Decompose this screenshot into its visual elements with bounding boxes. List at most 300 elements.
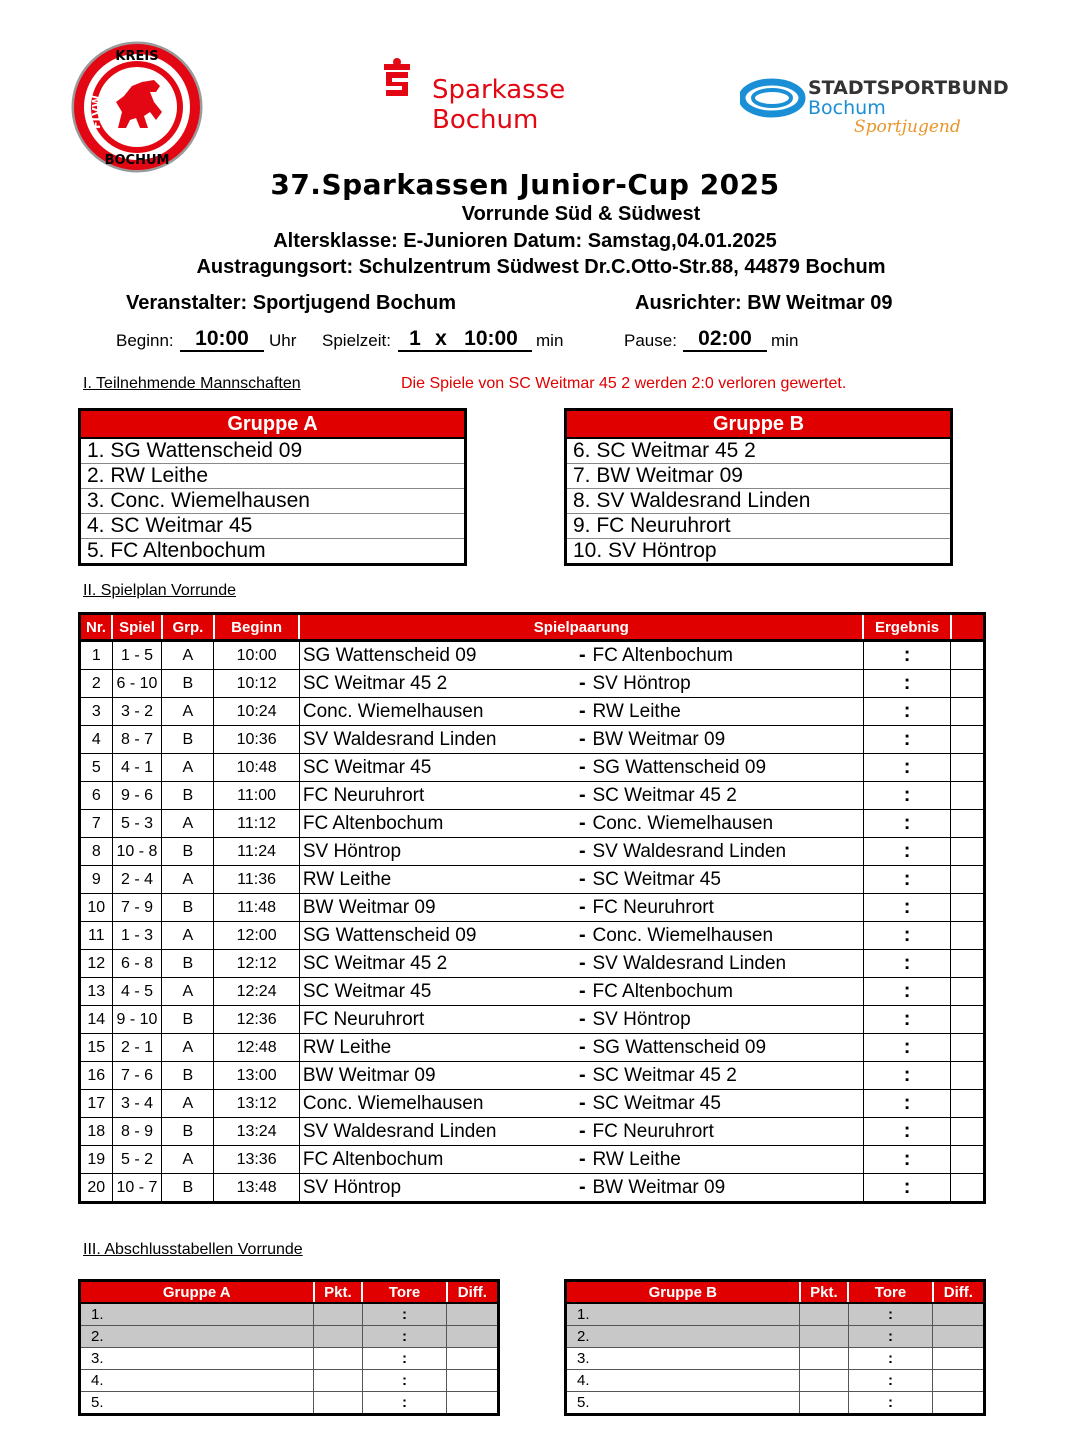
final-b-row — [566, 1392, 985, 1415]
match-group: B — [162, 782, 214, 810]
result-cell: : — [863, 1174, 951, 1203]
sparkasse-city: Bochum — [432, 105, 539, 135]
schedule-row — [80, 1146, 985, 1174]
home-team: SC Weitmar 45 — [299, 754, 575, 782]
match-group: B — [162, 1174, 214, 1203]
away-team: SV Höntrop — [589, 1006, 863, 1034]
versus-dash: - — [575, 782, 589, 810]
match-pairing-code: 8 - 9 — [112, 1118, 162, 1146]
points-cell — [314, 1303, 363, 1326]
points-cell — [314, 1370, 363, 1392]
home-team: FC Altenbochum — [299, 1146, 575, 1174]
schedule-header-row — [80, 614, 985, 641]
match-nr: 11 — [80, 922, 113, 950]
rank-cell: 3. — [566, 1348, 800, 1370]
match-pairing-code: 7 - 9 — [112, 894, 162, 922]
match-pairing-code: 8 - 7 — [112, 726, 162, 754]
match-nr: 16 — [80, 1062, 113, 1090]
diff-cell — [933, 1303, 985, 1326]
match-nr: 12 — [80, 950, 113, 978]
match-schedule-table — [78, 612, 986, 1204]
ssb-sportjugend: Sportjugend — [854, 117, 961, 137]
pause-value: 02:00 — [683, 328, 767, 352]
result-cell: : — [863, 810, 951, 838]
away-team: SV Waldesrand Linden — [589, 950, 863, 978]
result-extra-cell — [951, 1006, 985, 1034]
diff-cell — [933, 1326, 985, 1348]
match-group: B — [162, 1062, 214, 1090]
versus-dash: - — [575, 866, 589, 894]
home-team: SC Weitmar 45 — [299, 978, 575, 1006]
match-group: A — [162, 698, 214, 726]
schedule-row — [80, 838, 985, 866]
final-a-row — [80, 1370, 499, 1392]
goals-cell: : — [848, 1392, 932, 1415]
versus-dash: - — [575, 950, 589, 978]
away-team: BW Weitmar 09 — [589, 1174, 863, 1203]
result-cell: : — [863, 922, 951, 950]
match-time: 12:48 — [214, 1034, 300, 1062]
final-a-row — [80, 1392, 499, 1415]
match-group: B — [162, 950, 214, 978]
ssb-title: STADTSPORTBUND — [808, 77, 1009, 99]
match-nr: 14 — [80, 1006, 113, 1034]
schedule-row — [80, 1090, 985, 1118]
group-a-team: 4. SC Weitmar 45 — [81, 514, 464, 539]
match-pairing-code: 2 - 1 — [112, 1034, 162, 1062]
goals-cell: : — [848, 1303, 932, 1326]
playtime-count: 1 — [398, 328, 432, 352]
versus-dash: - — [575, 1118, 589, 1146]
result-extra-cell — [951, 866, 985, 894]
result-extra-cell — [951, 754, 985, 782]
match-nr: 19 — [80, 1146, 113, 1174]
home-team: SG Wattenscheid 09 — [299, 922, 575, 950]
schedule-row — [80, 754, 985, 782]
match-pairing-code: 1 - 5 — [112, 641, 162, 670]
result-cell: : — [863, 866, 951, 894]
match-pairing-code: 9 - 10 — [112, 1006, 162, 1034]
match-pairing-code: 4 - 5 — [112, 978, 162, 1006]
group-a-team: 5. FC Altenbochum — [87, 539, 266, 562]
group-a-team: 2. RW Leithe — [81, 464, 464, 489]
match-group: A — [162, 810, 214, 838]
diff-cell — [447, 1348, 499, 1370]
result-cell: : — [863, 894, 951, 922]
final-b-diff: Diff. — [933, 1281, 985, 1304]
match-group: A — [162, 866, 214, 894]
rank-cell: 5. — [80, 1392, 314, 1415]
away-team: SV Höntrop — [589, 670, 863, 698]
goals-cell: : — [362, 1326, 446, 1348]
home-team: SC Weitmar 45 2 — [299, 670, 575, 698]
match-time: 13:00 — [214, 1062, 300, 1090]
host: Ausrichter: BW Weitmar 09 — [635, 292, 893, 314]
versus-dash: - — [575, 1174, 589, 1203]
away-team: RW Leithe — [589, 698, 863, 726]
result-extra-cell — [951, 782, 985, 810]
result-extra-cell — [951, 641, 985, 670]
final-b-row — [566, 1348, 985, 1370]
versus-dash: - — [575, 1146, 589, 1174]
away-team: SC Weitmar 45 2 — [589, 782, 863, 810]
rank-cell: 2. — [566, 1326, 800, 1348]
flvw-kreis-bochum-logo — [70, 40, 204, 174]
home-team: SC Weitmar 45 2 — [299, 950, 575, 978]
match-pairing-code: 5 - 2 — [112, 1146, 162, 1174]
versus-dash: - — [575, 698, 589, 726]
match-group: A — [162, 1034, 214, 1062]
home-team: BW Weitmar 09 — [299, 894, 575, 922]
away-team: SC Weitmar 45 2 — [589, 1062, 863, 1090]
versus-dash: - — [575, 922, 589, 950]
result-extra-cell — [951, 1090, 985, 1118]
result-extra-cell — [951, 1146, 985, 1174]
away-team: SC Weitmar 45 — [589, 866, 863, 894]
match-nr: 7 — [80, 810, 113, 838]
home-team: SV Waldesrand Linden — [299, 726, 575, 754]
result-cell: : — [863, 1118, 951, 1146]
match-time: 11:12 — [214, 810, 300, 838]
match-time: 10:48 — [214, 754, 300, 782]
match-pairing-code: 3 - 4 — [112, 1090, 162, 1118]
goals-cell: : — [848, 1326, 932, 1348]
schedule-row — [80, 1006, 985, 1034]
match-group: B — [162, 894, 214, 922]
match-time: 12:00 — [214, 922, 300, 950]
versus-dash: - — [575, 754, 589, 782]
ssb-city: Bochum — [808, 97, 886, 119]
match-time: 12:12 — [214, 950, 300, 978]
result-extra-cell — [951, 1118, 985, 1146]
versus-dash: - — [575, 1090, 589, 1118]
match-nr: 18 — [80, 1118, 113, 1146]
goals-cell: : — [362, 1392, 446, 1415]
rank-cell: 4. — [566, 1370, 800, 1392]
final-b-row — [566, 1326, 985, 1348]
group-a-title: Gruppe A — [81, 411, 464, 439]
goals-cell: : — [848, 1370, 932, 1392]
rank-cell: 5. — [566, 1392, 800, 1415]
result-cell: : — [863, 782, 951, 810]
versus-dash: - — [575, 726, 589, 754]
final-b-header-row — [566, 1281, 985, 1304]
versus-dash: - — [575, 810, 589, 838]
match-pairing-code: 6 - 8 — [112, 950, 162, 978]
final-a-header-row — [80, 1281, 499, 1304]
match-pairing-code: 4 - 1 — [112, 754, 162, 782]
schedule-row — [80, 978, 985, 1006]
playtime-label: Spielzeit: — [322, 331, 391, 350]
away-team: FC Neuruhrort — [589, 1118, 863, 1146]
flvw-bottom-text: BOCHUM — [104, 153, 170, 168]
match-nr: 20 — [80, 1174, 113, 1203]
final-a-row — [80, 1326, 499, 1348]
match-time: 10:36 — [214, 726, 300, 754]
rank-cell: 1. — [80, 1303, 314, 1326]
away-team: FC Neuruhrort — [589, 894, 863, 922]
match-group: B — [162, 838, 214, 866]
schedule-row — [80, 810, 985, 838]
result-cell: : — [863, 950, 951, 978]
match-nr: 13 — [80, 978, 113, 1006]
result-cell: : — [863, 838, 951, 866]
away-team: RW Leithe — [589, 1146, 863, 1174]
rank-cell: 3. — [80, 1348, 314, 1370]
points-cell — [800, 1348, 849, 1370]
points-cell — [800, 1370, 849, 1392]
home-team: RW Leithe — [299, 866, 575, 894]
match-nr: 6 — [80, 782, 113, 810]
versus-dash: - — [575, 1034, 589, 1062]
match-group: B — [162, 726, 214, 754]
goals-cell: : — [362, 1303, 446, 1326]
final-b-row — [566, 1370, 985, 1392]
points-cell — [314, 1392, 363, 1415]
final-a-pkt: Pkt. — [314, 1281, 363, 1304]
begin-unit: Uhr — [269, 331, 297, 350]
match-time: 10:00 — [214, 641, 300, 670]
diff-cell — [447, 1370, 499, 1392]
begin-value: 10:00 — [180, 328, 264, 352]
result-cell: : — [863, 754, 951, 782]
schedule-row — [80, 922, 985, 950]
match-nr: 1 — [80, 641, 113, 670]
group-a-team: 1. SG Wattenscheid 09 — [81, 439, 464, 464]
flvw-center-text: FLVW — [90, 95, 103, 129]
final-table-group-a — [78, 1279, 500, 1416]
home-team: SV Höntrop — [299, 1174, 575, 1203]
sparkasse-name: Sparkasse — [432, 75, 566, 105]
playtime-unit: min — [536, 331, 564, 350]
venue: Austragungsort: Schulzentrum Südwest Dr.C.Otto-Str.88, 44879 Bochum — [196, 256, 886, 278]
away-team: SG Wattenscheid 09 — [589, 1034, 863, 1062]
points-cell — [800, 1326, 849, 1348]
match-nr: 5 — [80, 754, 113, 782]
schedule-row — [80, 1034, 985, 1062]
versus-dash: - — [575, 670, 589, 698]
section-schedule-heading: II. Spielplan Vorrunde — [83, 582, 236, 599]
diff-cell — [447, 1392, 499, 1415]
away-team: SG Wattenscheid 09 — [589, 754, 863, 782]
match-nr: 15 — [80, 1034, 113, 1062]
col-ergebnis: Ergebnis — [863, 614, 951, 641]
away-team: Conc. Wiemelhausen — [589, 810, 863, 838]
match-nr: 2 — [80, 670, 113, 698]
away-team: BW Weitmar 09 — [589, 726, 863, 754]
home-team: SG Wattenscheid 09 — [299, 641, 575, 670]
final-a-row — [80, 1348, 499, 1370]
result-extra-cell — [951, 922, 985, 950]
match-time: 11:00 — [214, 782, 300, 810]
result-extra-cell — [951, 978, 985, 1006]
goals-cell: : — [362, 1370, 446, 1392]
schedule-row — [80, 1174, 985, 1203]
versus-dash: - — [575, 838, 589, 866]
result-cell: : — [863, 726, 951, 754]
result-cell: : — [863, 1062, 951, 1090]
group-b-team: 8. SV Waldesrand Linden — [567, 489, 950, 514]
match-time: 13:12 — [214, 1090, 300, 1118]
match-pairing-code: 7 - 6 — [112, 1062, 162, 1090]
result-cell: : — [863, 1146, 951, 1174]
schedule-row — [80, 782, 985, 810]
versus-dash: - — [575, 1062, 589, 1090]
away-team: Conc. Wiemelhausen — [589, 922, 863, 950]
sparkasse-bochum-logo — [380, 58, 580, 138]
match-pairing-code: 6 - 10 — [112, 670, 162, 698]
schedule-row — [80, 894, 985, 922]
diff-cell — [933, 1392, 985, 1415]
away-team: SV Waldesrand Linden — [589, 838, 863, 866]
match-time: 11:36 — [214, 866, 300, 894]
result-extra-cell — [951, 1034, 985, 1062]
match-time: 10:24 — [214, 698, 300, 726]
home-team: RW Leithe — [299, 1034, 575, 1062]
diff-cell — [933, 1348, 985, 1370]
match-nr: 8 — [80, 838, 113, 866]
result-extra-cell — [951, 670, 985, 698]
match-nr: 4 — [80, 726, 113, 754]
col-grp: Grp. — [162, 614, 214, 641]
match-group: A — [162, 1146, 214, 1174]
match-pairing-code: 1 - 3 — [112, 922, 162, 950]
match-group: A — [162, 978, 214, 1006]
home-team: FC Neuruhrort — [299, 782, 575, 810]
away-team: FC Altenbochum — [589, 978, 863, 1006]
result-cell: : — [863, 698, 951, 726]
match-group: A — [162, 641, 214, 670]
result-cell: : — [863, 670, 951, 698]
final-a-diff: Diff. — [447, 1281, 499, 1304]
away-team: FC Altenbochum — [589, 641, 863, 670]
match-group: B — [162, 670, 214, 698]
stadtsportbund-bochum-logo — [740, 72, 1010, 142]
match-pairing-code: 10 - 7 — [112, 1174, 162, 1203]
flvw-top-text: KREIS — [115, 49, 159, 64]
section-final-tables-heading: III. Abschlusstabellen Vorrunde — [83, 1241, 303, 1258]
result-extra-cell — [951, 810, 985, 838]
group-a-box — [78, 408, 467, 566]
schedule-row — [80, 1062, 985, 1090]
final-a-title: Gruppe A — [80, 1281, 314, 1304]
match-group: A — [162, 922, 214, 950]
final-table-group-b — [564, 1279, 986, 1416]
result-cell: : — [863, 1034, 951, 1062]
home-team: BW Weitmar 09 — [299, 1062, 575, 1090]
match-time: 13:24 — [214, 1118, 300, 1146]
schedule-row — [80, 726, 985, 754]
match-pairing-code: 5 - 3 — [112, 810, 162, 838]
schedule-row — [80, 641, 985, 670]
home-team: FC Neuruhrort — [299, 1006, 575, 1034]
diff-cell — [447, 1326, 499, 1348]
away-team: SC Weitmar 45 — [589, 1090, 863, 1118]
page-title: 37.Sparkassen Junior-Cup 2025 — [270, 168, 780, 201]
final-a-tore: Tore — [362, 1281, 446, 1304]
rank-cell: 4. — [80, 1370, 314, 1392]
goals-cell: : — [848, 1348, 932, 1370]
schedule-row — [80, 1118, 985, 1146]
diff-cell — [447, 1303, 499, 1326]
forfeit-notice: Die Spiele von SC Weitmar 45 2 werden 2:0 verloren gewertet. — [401, 375, 847, 392]
versus-dash: - — [575, 978, 589, 1006]
result-extra-cell — [951, 698, 985, 726]
match-pairing-code: 3 - 2 — [112, 698, 162, 726]
col-spiel: Spiel — [112, 614, 162, 641]
result-cell: : — [863, 641, 951, 670]
result-extra-cell — [951, 894, 985, 922]
group-a-team: 3. Conc. Wiemelhausen — [81, 489, 464, 514]
match-group: B — [162, 1118, 214, 1146]
match-group: A — [162, 754, 214, 782]
match-pairing-code: 2 - 4 — [112, 866, 162, 894]
match-nr: 10 — [80, 894, 113, 922]
points-cell — [314, 1348, 363, 1370]
match-pairing-code: 10 - 8 — [112, 838, 162, 866]
points-cell — [800, 1392, 849, 1415]
group-b-team: 7. BW Weitmar 09 — [567, 464, 950, 489]
points-cell — [800, 1303, 849, 1326]
diff-cell — [933, 1370, 985, 1392]
match-pairing-code: 9 - 6 — [112, 782, 162, 810]
versus-dash: - — [575, 641, 589, 670]
col-spielpaarung: Spielpaarung — [299, 614, 863, 641]
group-b-team: 6. SC Weitmar 45 2 — [567, 439, 950, 464]
group-b-title: Gruppe B — [567, 411, 950, 439]
rank-cell: 2. — [80, 1326, 314, 1348]
match-time: 12:24 — [214, 978, 300, 1006]
versus-dash: - — [575, 894, 589, 922]
home-team: SV Höntrop — [299, 838, 575, 866]
group-b-team: 9. FC Neuruhrort — [567, 514, 950, 539]
pause-label: Pause: — [624, 331, 677, 350]
final-a-row — [80, 1303, 499, 1326]
match-time: 11:24 — [214, 838, 300, 866]
schedule-row — [80, 670, 985, 698]
playtime-value: 10:00 — [450, 328, 532, 352]
section-teams-heading: I. Teilnehmende Mannschaften — [83, 375, 301, 392]
playtime-x: x — [431, 328, 451, 352]
final-b-title: Gruppe B — [566, 1281, 800, 1304]
age-class-date: Altersklasse: E-Junioren Datum: Samstag,04.01.2025 — [273, 230, 777, 252]
pause-unit: min — [771, 331, 799, 350]
schedule-row — [80, 866, 985, 894]
result-cell: : — [863, 1006, 951, 1034]
match-group: B — [162, 1006, 214, 1034]
subtitle: Vorrunde Süd & Südwest — [461, 203, 701, 225]
points-cell — [314, 1326, 363, 1348]
group-b-box — [564, 408, 953, 566]
match-nr: 9 — [80, 866, 113, 894]
goals-cell: : — [362, 1348, 446, 1370]
schedule-row — [80, 950, 985, 978]
result-extra-cell — [951, 726, 985, 754]
begin-label: Beginn: — [116, 331, 174, 350]
home-team: SV Waldesrand Linden — [299, 1118, 575, 1146]
final-b-row — [566, 1303, 985, 1326]
match-time: 11:48 — [214, 894, 300, 922]
organizer: Veranstalter: Sportjugend Bochum — [126, 292, 457, 314]
final-b-pkt: Pkt. — [800, 1281, 849, 1304]
result-extra-cell — [951, 1062, 985, 1090]
home-team: Conc. Wiemelhausen — [299, 1090, 575, 1118]
match-time: 10:12 — [214, 670, 300, 698]
result-cell: : — [863, 1090, 951, 1118]
match-time: 12:36 — [214, 1006, 300, 1034]
result-extra-cell — [951, 1174, 985, 1203]
match-time: 13:48 — [214, 1174, 300, 1203]
